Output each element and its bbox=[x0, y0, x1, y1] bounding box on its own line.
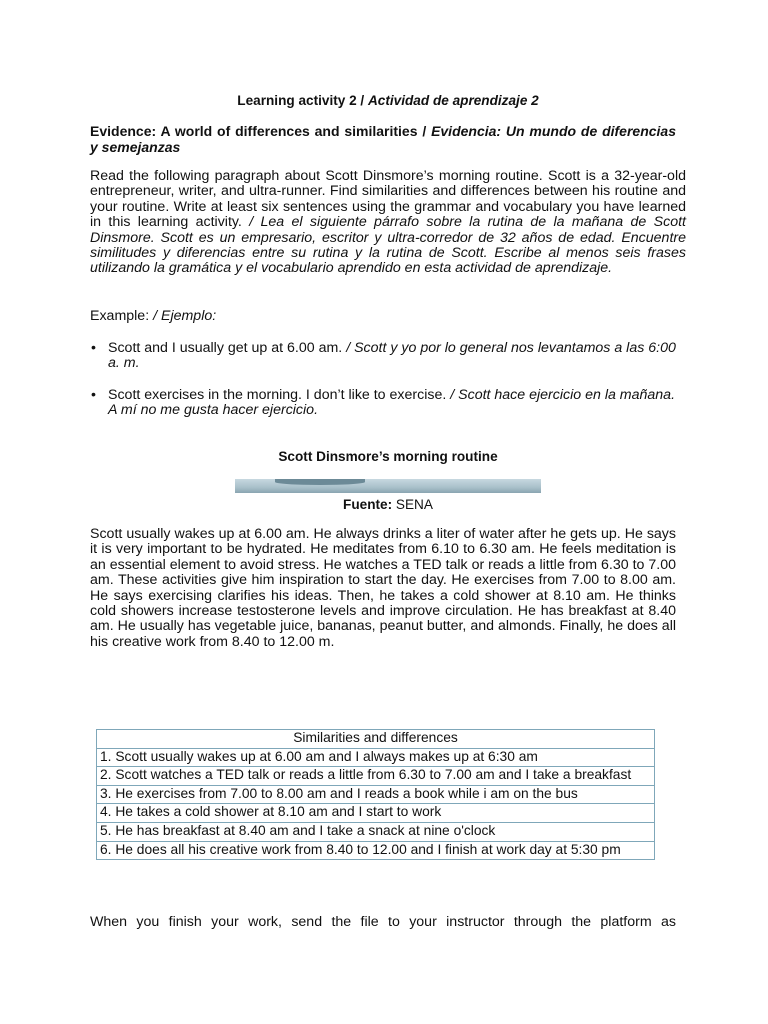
table-cell: 5. He has breakfast at 8.40 am and I take a snack at nine o'clock bbox=[97, 822, 655, 841]
page-title bbox=[90, 93, 686, 108]
bullet-spanish: / Scott y yo por lo general nos levantamos a las 6:00 a. m. bbox=[108, 340, 676, 372]
source-value: SENA bbox=[395, 497, 433, 512]
bullet-spanish: / Scott hace ejercicio en la mañana. A mí no me gusta hacer ejercicio. bbox=[108, 386, 676, 419]
table-cell: 6. He does all his creative work from 8.40 to 12.00 and I finish at work day at 5:30 pm bbox=[97, 841, 655, 860]
table-header: Similarities and differences bbox=[97, 730, 655, 749]
evidence-heading bbox=[90, 124, 676, 155]
table-row bbox=[97, 767, 655, 786]
table-header-row bbox=[97, 730, 655, 749]
image-shape bbox=[275, 479, 365, 485]
example-list bbox=[90, 341, 686, 435]
image-source bbox=[90, 497, 686, 512]
title-spanish: Actividad de aprendizaje 2 bbox=[367, 93, 539, 108]
example-spanish: / Ejemplo: bbox=[153, 308, 217, 324]
table-cell: 3. He exercises from 7.00 to 8.00 am and I reads a book while i am on the bus bbox=[97, 785, 655, 804]
section-title: Scott Dinsmore’s morning routine bbox=[278, 449, 498, 464]
example-label bbox=[90, 309, 216, 324]
instructions-english: Read the following paragraph about Scott Dinsmore’s morning routine. Scott is a 32-year-old entrepreneur, writer, and ultra-runner. Find similarities and differences between his routine and your routine. Write at least six sentences using the grammar and vocabulary you have learned in this learning activity. bbox=[90, 168, 686, 231]
evidence-spanish: Evidencia: Un mundo de diferencias y semejanzas bbox=[90, 123, 677, 155]
example-english: Example: bbox=[90, 308, 150, 324]
table-row bbox=[97, 841, 655, 860]
closing-paragraph: When you finish your work, send the file to your instructor through the platform as bbox=[90, 914, 676, 930]
evidence-english: Evidence: A world of differences and similarities / bbox=[90, 123, 427, 139]
table-cell: 2. Scott watches a TED talk or reads a little from 6.30 to 7.00 am and I take a breakfast bbox=[97, 767, 655, 786]
instructions-spanish: / Lea el siguiente párrafo sobre la rutina de la mañana de Scott Dinsmore. Scott es un empresario, escritor y ultra-corredor de 32 años de edad. Encuentre similitudes y diferencias entre su rutina y la rutina de Scott. Escribe al menos seis frases utilizando la gramática y el vocabulario aprendido en esta actividad de aprendizaje. bbox=[90, 214, 686, 277]
bullet-english: Scott and I usually get up at 6.00 am. bbox=[108, 340, 343, 356]
similarities-table bbox=[96, 729, 655, 860]
list-item bbox=[90, 341, 686, 372]
table-row bbox=[97, 748, 655, 767]
routine-paragraph: Scott usually wakes up at 6.00 am. He always drinks a liter of water after he gets up. He says it is very important to be hydrated. He meditates from 6.10 to 6.30 am. He feels meditation is an essential element to avoid stress. He watches a TED talk or reads a little from 6.30 to 7.00 am. These activities give him inspiration to start the day. He exercises from 7.00 to 8.00 am. He says exercising clarifies his ideas. Then, he takes a cold shower at 8.10 am. He thinks cold showers increase testosterone levels and improve circulation. He has breakfast at 8.40 am. He usually has vegetable juice, bananas, peanut butter, and almonds. Finally, he does all his creative work from 8.40 to 12.00 m. bbox=[90, 526, 676, 650]
table-cell: 4. He takes a cold shower at 8.10 am and I start to work bbox=[97, 804, 655, 823]
table-row bbox=[97, 785, 655, 804]
instructions-paragraph bbox=[90, 169, 686, 277]
title-english: Learning activity 2 / bbox=[237, 93, 365, 108]
bullet-english: Scott exercises in the morning. I don’t like to exercise. bbox=[108, 386, 447, 403]
table-row bbox=[97, 804, 655, 823]
table-cell: 1. Scott usually wakes up at 6.00 am and I always makes up at 6:30 am bbox=[97, 748, 655, 767]
table-row bbox=[97, 822, 655, 841]
source-label: Fuente: bbox=[343, 497, 393, 512]
list-item bbox=[90, 388, 686, 419]
routine-image bbox=[235, 479, 541, 493]
